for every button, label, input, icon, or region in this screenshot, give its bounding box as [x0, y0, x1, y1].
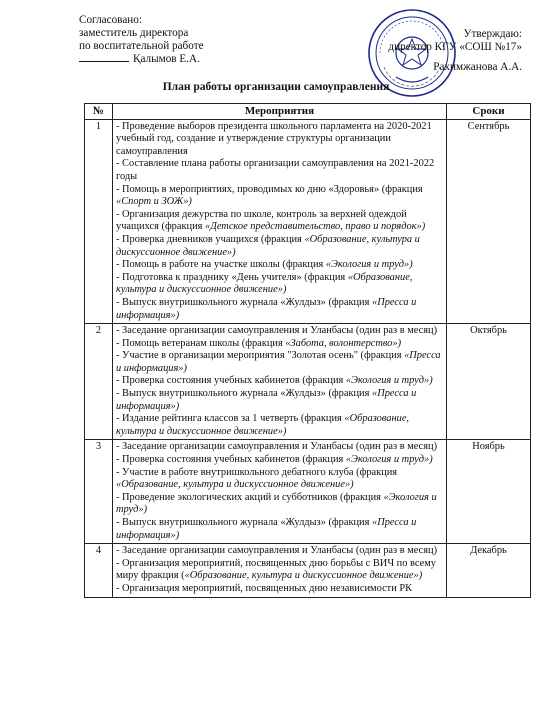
activity-text: - Организация дежурства по школе, контроль за верхней одеждой учащихся (фракция	[116, 208, 407, 233]
activity-text: - Проверка состояния учебных кабинетов (фракция	[116, 375, 346, 387]
activity-faction: «Образование, культура и дискуссионное движение»)	[184, 570, 423, 582]
activity-item	[116, 441, 443, 454]
approval-right-position: директор КГУ «СОШ №17»	[388, 41, 522, 53]
activity-item	[116, 338, 443, 351]
activity-item	[116, 297, 443, 322]
activity-item	[116, 545, 443, 558]
activity-text: - Выпуск внутришкольного журнала «Жулдыз» (фракция	[116, 296, 372, 308]
activity-text: - Проверка состояния учебных кабинетов (фракция	[116, 454, 346, 466]
row-number: 2	[85, 324, 113, 440]
activity-item	[116, 583, 443, 596]
activity-faction: «Пресса и информация»)	[116, 296, 417, 321]
activity-item	[116, 467, 443, 492]
activity-faction: «Образование, культура и дискуссионное движение»)	[116, 413, 410, 437]
activity-item	[116, 259, 443, 272]
table-row	[85, 440, 531, 544]
header-num: №	[85, 104, 113, 120]
approval-left-signature	[79, 53, 204, 66]
approval-right-signer: Рахимжанова А.А.	[433, 61, 522, 73]
row-term: Декабрь	[447, 544, 531, 597]
approval-left-position: заместитель директора	[79, 27, 189, 39]
activity-text: - Организация мероприятий, посвященных дню независимости РК	[116, 582, 413, 594]
activity-item	[116, 558, 443, 583]
activity-faction: «Пресса и информация»)	[116, 350, 441, 374]
activity-faction: «Спорт и ЗОЖ»)	[116, 196, 192, 208]
approval-left-heading: Согласовано:	[79, 14, 142, 26]
row-number: 3	[85, 440, 113, 544]
activity-text: - Проведение экологических акций и субботников (фракция	[116, 491, 384, 503]
activity-faction: «Образование, культура и дискуссионное движение»)	[116, 479, 354, 491]
plan-table	[84, 103, 531, 598]
activity-faction: «Детское представительство, право и порядок»)	[205, 221, 426, 233]
row-number: 1	[85, 119, 113, 324]
table-row	[85, 544, 531, 597]
activity-faction: «Забота, волонтерство»)	[285, 337, 402, 349]
activity-text: - Организация мероприятий, посвященных дню борьбы с ВИЧ по всему миру фракция (	[116, 557, 436, 582]
document-title: План работы организации самоуправления	[162, 81, 390, 93]
table-row	[85, 119, 531, 324]
activity-text: - Издание рейтинга классов за 1 четверть (фракция	[116, 413, 345, 425]
activity-text: - Заседание организации самоуправления и Уланбасы (один раз в месяц)	[116, 325, 438, 337]
activity-item	[116, 234, 443, 259]
activity-item	[116, 350, 443, 375]
row-activities	[113, 119, 447, 324]
row-term: Октябрь	[447, 324, 531, 440]
row-activities	[113, 440, 447, 544]
activity-faction: «Образование, культура и дискуссионное движение»)	[116, 233, 420, 258]
activity-text: - Составление плана работы организации самоуправления на 2021-2022 годы	[116, 158, 435, 182]
activity-faction: «Пресса и информация»)	[116, 388, 417, 412]
activity-faction: «Пресса и информация»)	[116, 517, 417, 541]
activity-text: - Заседание организации самоуправления и Уланбасы (один раз в месяц)	[116, 545, 438, 557]
activity-item	[116, 272, 443, 297]
approval-right-heading: Утверждаю:	[463, 28, 522, 40]
header-term: Сроки	[447, 104, 531, 120]
row-activities	[113, 544, 447, 597]
activity-faction: «Экология и труд»)	[345, 454, 433, 466]
row-term: Сентябрь	[447, 119, 531, 324]
activity-text: - Проверка дневников учащихся (фракция	[116, 233, 305, 245]
activity-text: - Выпуск внутришкольного журнала «Жулдыз» (фракция	[116, 517, 372, 528]
activity-item	[116, 388, 443, 413]
row-term: Ноябрь	[447, 440, 531, 544]
activity-text: - Проведение выборов президента школьного парламента на 2020-2021 учебный год, создание и утверждение структуры организации самоуправления	[116, 120, 432, 157]
row-activities	[113, 324, 447, 440]
activity-item	[116, 454, 443, 467]
activity-item	[116, 184, 443, 209]
activity-text: - Заседание организации самоуправления и Уланбасы (один раз в месяц)	[116, 441, 438, 453]
table-header-row	[85, 104, 531, 120]
approval-left-block	[79, 14, 204, 66]
header-activities: Мероприятия	[113, 104, 447, 120]
table-row	[85, 324, 531, 440]
activity-text: - Помощь в мероприятиях, проводимых ко дню «Здоровья» (фракция	[116, 183, 423, 195]
activity-faction: «Образование, культура и дискуссионное движение»)	[116, 271, 413, 296]
activity-item	[116, 492, 443, 517]
activity-faction: «Экология и труд»)	[345, 375, 433, 387]
row-number: 4	[85, 544, 113, 597]
activity-text: - Участие в работе внутришкольного дебатного клуба (фракция	[116, 466, 398, 478]
activity-item	[116, 517, 443, 542]
activity-text: - Помощь ветеранам школы (фракция	[116, 337, 286, 349]
activity-item	[116, 325, 443, 338]
activity-item	[116, 413, 443, 438]
approval-left-position-2: по воспитательной работе	[79, 40, 204, 52]
activity-text: - Подготовка к празднику «День учителя» (фракция	[116, 271, 348, 283]
approval-right-block	[388, 28, 522, 73]
activity-text: - Помощь в работе на участке школы (фракция	[116, 259, 326, 271]
activity-faction: «Экология и труд»)	[325, 259, 413, 271]
approval-left-signer: Қалымов Е.А.	[133, 53, 200, 65]
activity-text: - Выпуск внутришкольного журнала «Жулдыз» (фракция	[116, 388, 372, 400]
activity-item	[116, 158, 443, 183]
activity-item	[116, 121, 443, 159]
activity-text: - Участие в организации мероприятия "Золотая осень" (фракция	[116, 350, 405, 362]
activity-item	[116, 375, 443, 388]
signature-line	[79, 61, 129, 62]
activity-faction: «Экология и труд»)	[116, 491, 437, 516]
activity-item	[116, 209, 443, 234]
table-body	[85, 119, 531, 597]
